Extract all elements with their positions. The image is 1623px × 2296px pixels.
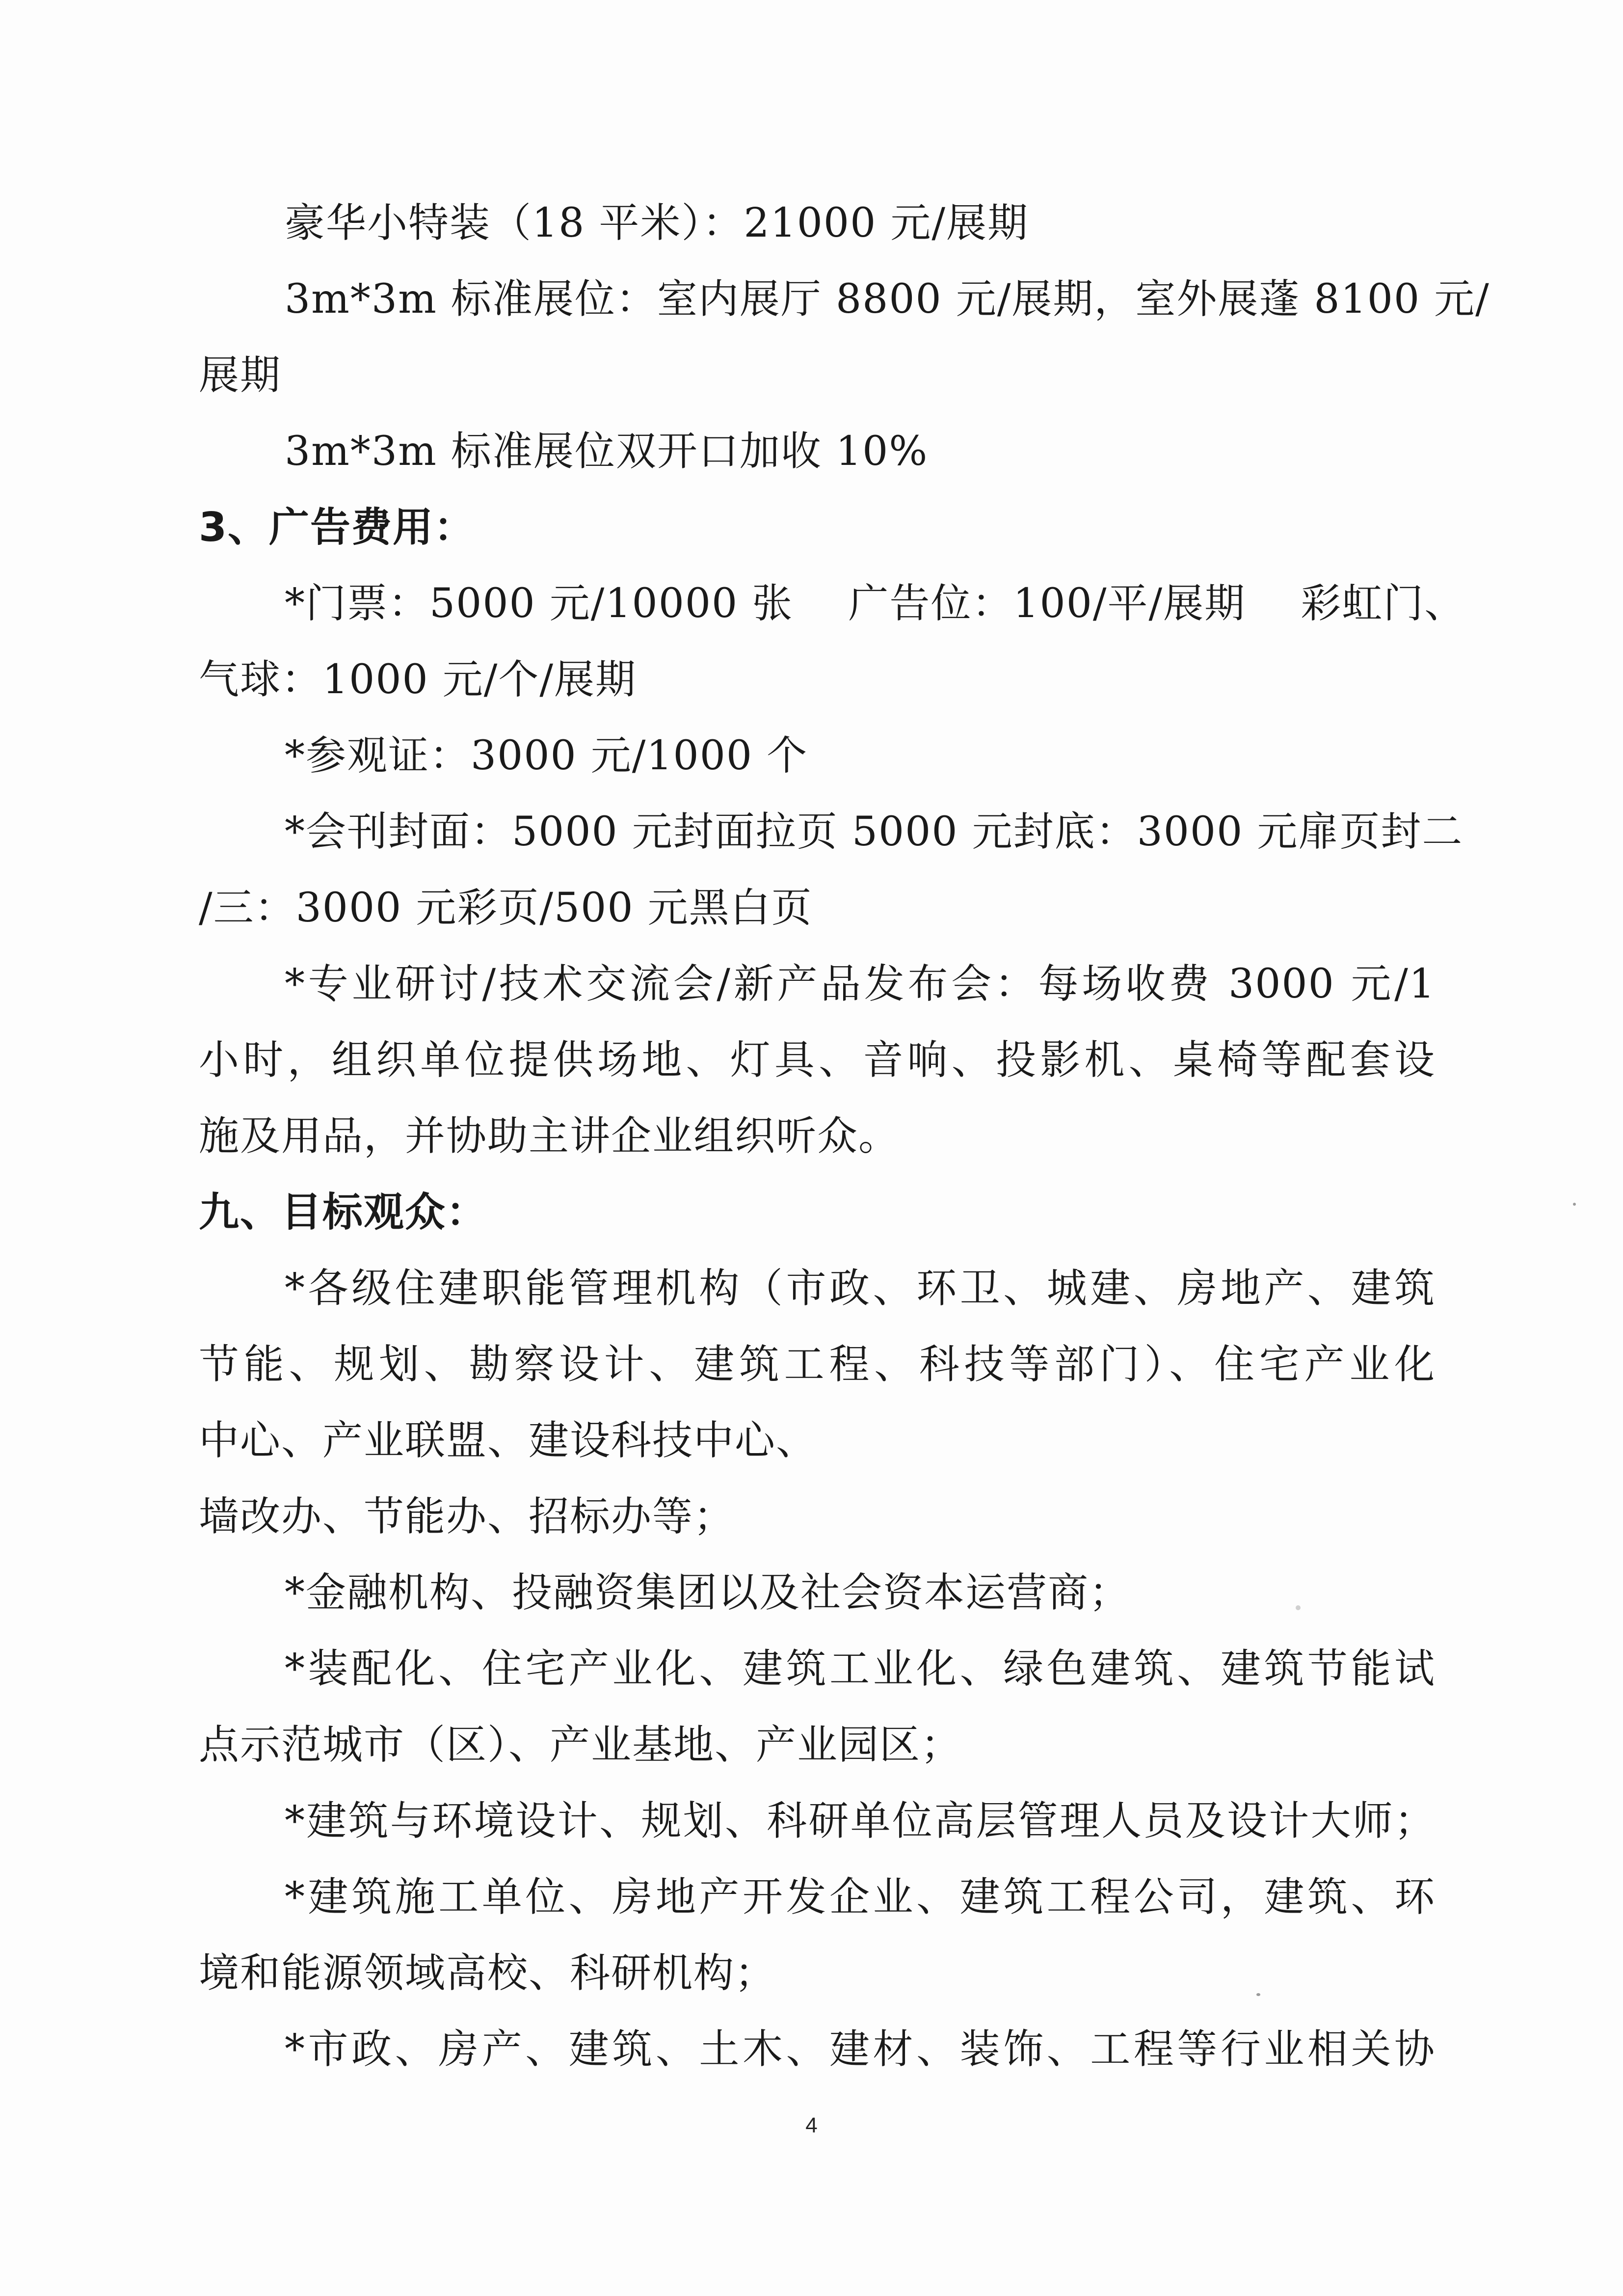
text-line-ad-tickets: *门票：5000 元/10000 张 广告位：100/平/展期 彩虹门、: [285, 580, 1466, 627]
text-line-ad-visitor-pass: *参观证：3000 元/1000 个: [285, 732, 808, 779]
text-line-audience-pilot-cities-cont: 点示范城市（区）、产业基地、产业园区；: [199, 1722, 962, 1768]
text-line-ad-catalog: *会刊封面：5000 元封面拉页 5000 元封底：3000 元扉页封二: [285, 809, 1463, 855]
scan-speck: [1573, 1203, 1576, 1206]
text-line-audience-agencies-cont-2: 中心、产业联盟、建设科技中心、: [199, 1417, 818, 1464]
text-line-booth-double-open: 3m*3m 标准展位双开口加收 10%: [285, 428, 929, 475]
scan-speck: [1296, 1605, 1301, 1610]
page-number: 4: [805, 2113, 818, 2137]
text-line-audience-finance: *金融机构、投融资集团以及社会资本运营商；: [285, 1569, 1131, 1616]
text-line-audience-construction: *建筑施工单位、房地产开发企业、建筑工程公司，建筑、环: [285, 1874, 1436, 1920]
text-line-audience-agencies: *各级住建职能管理机构（市政、环卫、城建、房地产、建筑: [285, 1265, 1436, 1312]
text-line-booth-standard-cont: 展期: [199, 352, 282, 399]
text-line-audience-pilot-cities: *装配化、住宅产业化、建筑工业化、绿色建筑、建筑节能试: [285, 1646, 1436, 1692]
section-heading-ad-fees: 3、广告费用：: [199, 504, 476, 551]
text-line-audience-associations: *市政、房产、建筑、土木、建材、装饰、工程等行业相关协: [285, 2026, 1436, 2073]
scan-speck: [1256, 1993, 1260, 1996]
section-heading-target-audience: 九、目标观众：: [199, 1189, 488, 1236]
text-line-booth-luxury: 豪华小特装（18 平米）：21000 元/展期: [285, 200, 1029, 246]
text-line-audience-agencies-cont-1: 节能、规划、勘察设计、建筑工程、科技等部门）、住宅产业化: [199, 1341, 1436, 1388]
text-line-audience-designers: *建筑与环境设计、规划、科研单位高层管理人员及设计大师；: [285, 1798, 1436, 1844]
text-line-ad-balloons: 气球：1000 元/个/展期: [199, 656, 637, 703]
text-line-ad-seminar: *专业研讨/技术交流会/新产品发布会：每场收费 3000 元/1: [285, 961, 1436, 1007]
text-line-ad-seminar-cont-2: 施及用品，并协助主讲企业组织听众。: [199, 1113, 900, 1160]
text-line-audience-agencies-cont-3: 墙改办、节能办、招标办等；: [199, 1493, 735, 1540]
text-line-booth-standard: 3m*3m 标准展位：室内展厅 8800 元/展期，室外展蓬 8100 元/: [285, 276, 1490, 323]
text-line-audience-construction-cont: 境和能源领域高校、科研机构；: [199, 1950, 776, 1997]
text-line-ad-catalog-cont: /三：3000 元彩页/500 元黑白页: [199, 885, 813, 931]
text-line-ad-seminar-cont-1: 小时，组织单位提供场地、灯具、音响、投影机、桌椅等配套设: [199, 1037, 1436, 1083]
